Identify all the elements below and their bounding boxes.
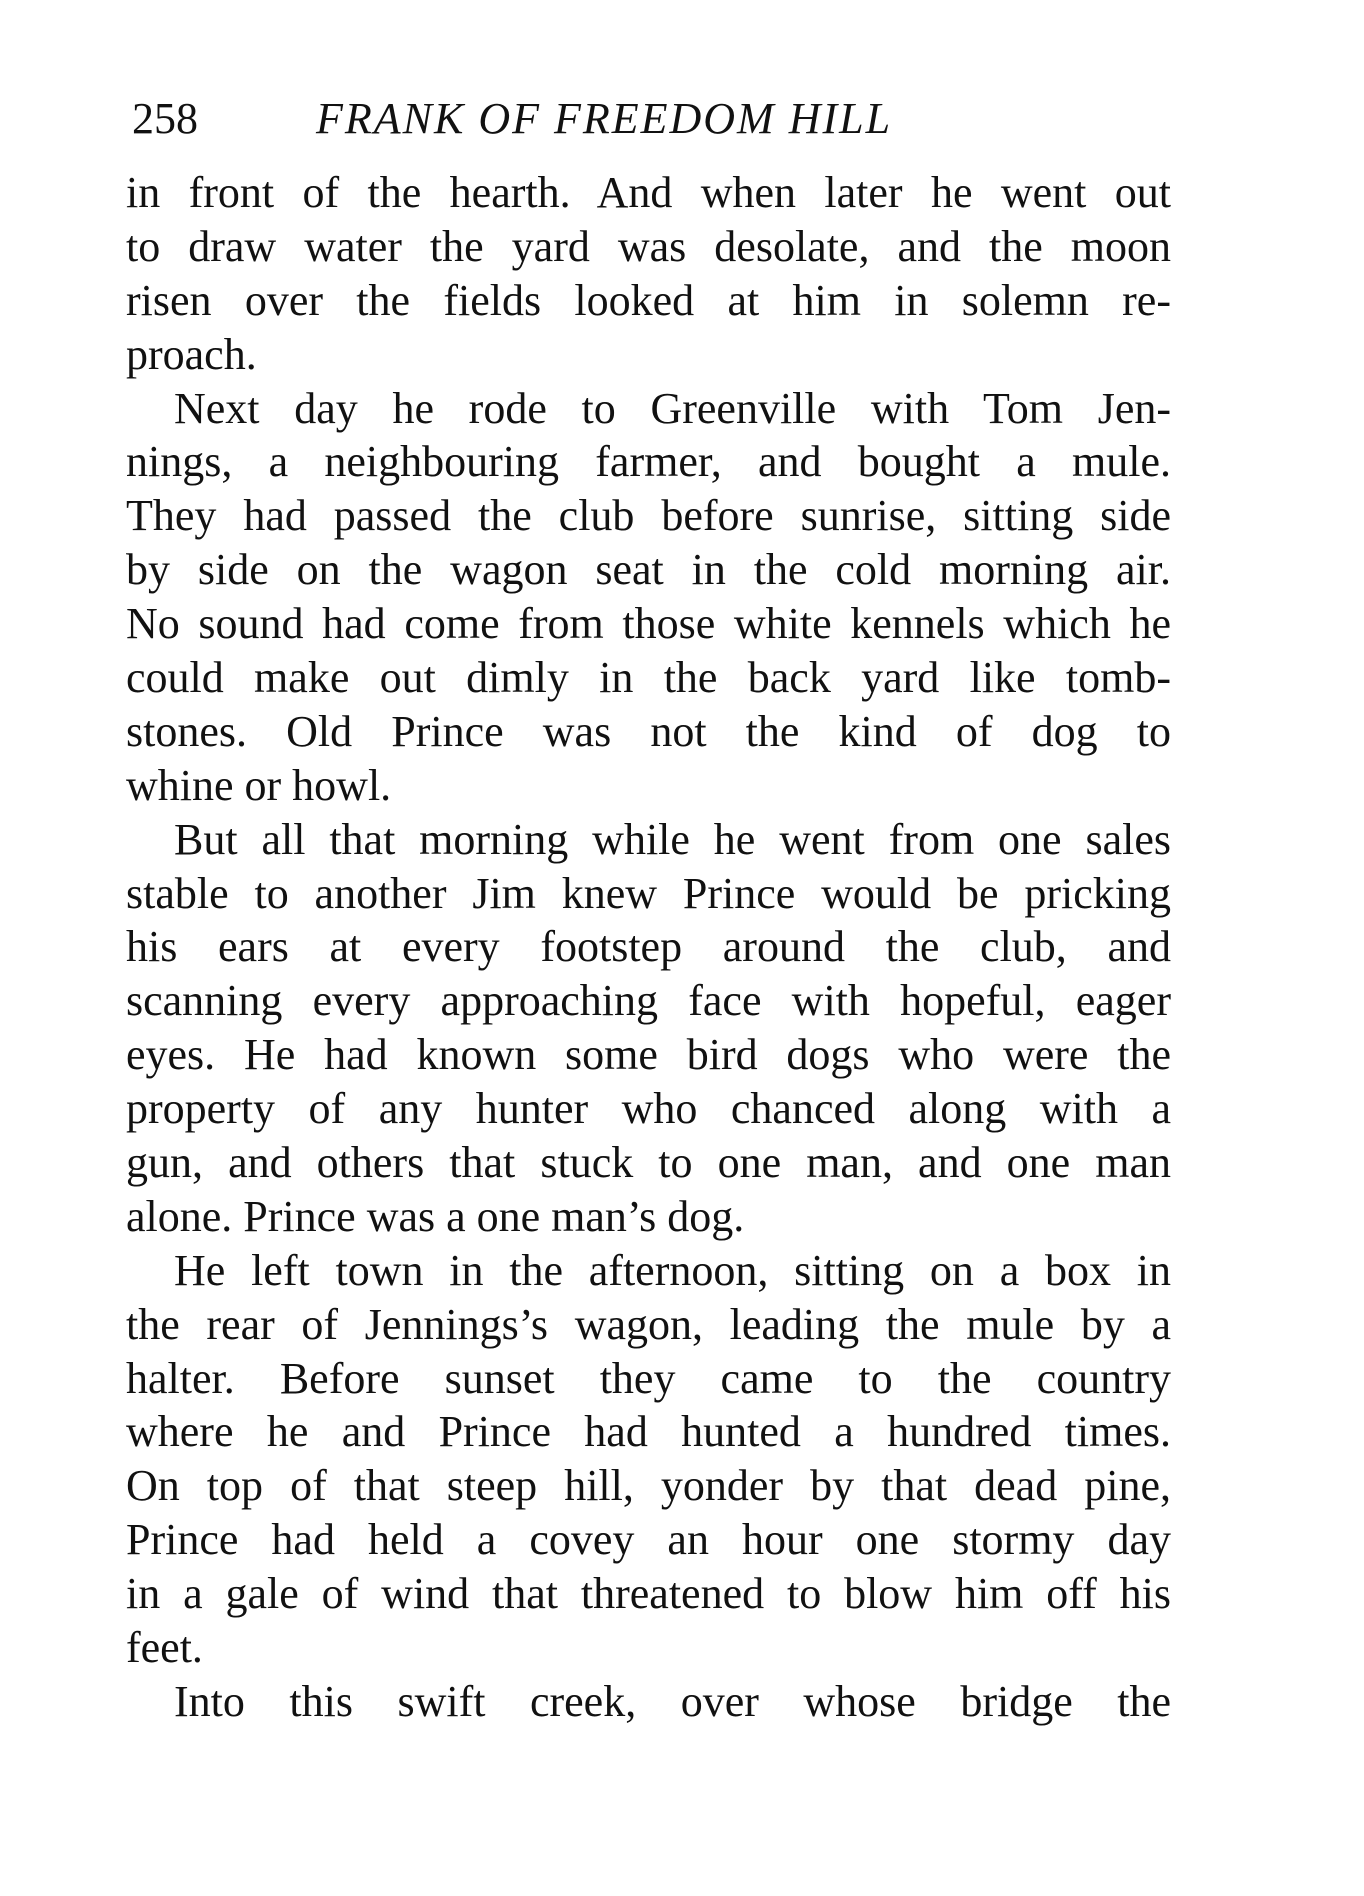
- text-line: could make out dimly in the back yard like tomb-: [126, 653, 1171, 703]
- text-line: by side on the wagon seat in the cold morning air.: [126, 545, 1171, 595]
- text-line: in a gale of wind that threatened to blow him off his: [126, 1569, 1171, 1619]
- text-line: Into this swift creek, over whose bridge the: [174, 1676, 1171, 1726]
- text-line: in front of the hearth. And when later he went out: [126, 168, 1171, 217]
- page-number: 258: [132, 94, 198, 143]
- text-line: alone. Prince was a one man’s dog.: [126, 1191, 745, 1241]
- text-line: gun, and others that stuck to one man, and one man: [126, 1138, 1171, 1188]
- text-line: where he and Prince had hunted a hundred times.: [126, 1407, 1171, 1457]
- text-line: Prince had held a covey an hour one stormy day: [126, 1515, 1171, 1565]
- text-line: property of any hunter who chanced along with a: [126, 1084, 1171, 1134]
- running-title: FRANK OF FREEDOM HILL: [316, 94, 893, 143]
- text-line: halter. Before sunset they came to the country: [126, 1353, 1171, 1403]
- text-line: to draw water the yard was desolate, and the moon: [126, 221, 1171, 271]
- text-line: whine or howl.: [126, 760, 392, 810]
- book-page: [126, 84, 1171, 1729]
- text-line: scanning every approaching face with hopeful, eager: [126, 976, 1171, 1026]
- text-line: feet.: [126, 1623, 203, 1673]
- text-line: the rear of Jennings’s wagon, leading the mule by a: [126, 1299, 1171, 1349]
- text-line: On top of that steep hill, yonder by that dead pine,: [126, 1461, 1171, 1511]
- text-line: proach.: [126, 329, 257, 379]
- text-line: risen over the fields looked at him in solemn re-: [126, 275, 1171, 325]
- text-line: But all that morning while he went from one sales: [174, 814, 1171, 864]
- body-text: [126, 166, 1171, 1729]
- text-line: They had passed the club before sunrise, sitting side: [126, 491, 1171, 541]
- text-line: No sound had come from those white kennels which he: [126, 599, 1171, 649]
- text-line: He left town in the afternoon, sitting on a box in: [174, 1245, 1171, 1295]
- text-line: his ears at every footstep around the club, and: [126, 922, 1171, 972]
- text-line: Next day he rode to Greenville with Tom Jen-: [174, 383, 1171, 433]
- text-line: stones. Old Prince was not the kind of dog to: [126, 706, 1171, 756]
- text-line: stable to another Jim knew Prince would be pricking: [126, 868, 1171, 918]
- text-line: eyes. He had known some bird dogs who were the: [126, 1030, 1171, 1080]
- text-line: nings, a neighbouring farmer, and bought a mule.: [126, 437, 1171, 487]
- running-head: [126, 84, 1171, 154]
